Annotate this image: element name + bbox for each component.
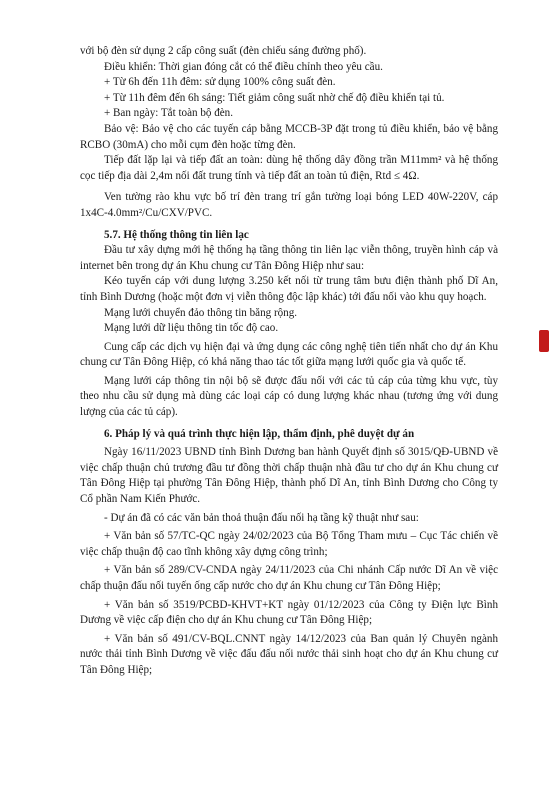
paragraph: + Văn bản số 57/TC-QC ngày 24/02/2023 của Bộ Tổng Tham mưu – Cục Tác chiến về việc chấp thuận độ cao tĩnh không xây dựng công trình; (80, 530, 498, 558)
section-heading: 5.7. Hệ thống thông tin liên lạc (104, 228, 249, 241)
paragraph: Ngày 16/11/2023 UBND tỉnh Bình Dương ban hành Quyết định số 3015/QĐ-UBND về việc chấp thuận chủ trương đầu tư đồng thời chấp thuận nhà đầu tư cho dự án Khu chung cư Tân Đông Hiệp tại phường Tân Đông Hiệp, thành phố Dĩ An, tỉnh Bình Dương cho Công ty Cổ phần Nam Kiến Phước. (80, 446, 498, 506)
paragraph: với bộ đèn sử dụng 2 cấp công suất (đèn chiếu sáng đường phố). (80, 45, 367, 57)
page-edge-stamp-mark (539, 330, 549, 352)
paragraph: + Văn bản số 289/CV-CNDA ngày 24/11/2023 của Chi nhánh Cấp nước Dĩ An về việc chấp thuận đấu nối tuyến ống cấp nước cho dự án Khu chung cư Tân Đông Hiệp; (80, 564, 498, 592)
section-heading: 6. Pháp lý và quá trình thực hiện lập, thẩm định, phê duyệt dự án (104, 427, 415, 440)
paragraph: Kéo tuyến cáp với dung lượng 3.250 kết nối từ trung tâm bưu điện thành phố Dĩ An, tỉnh Bình Dương (hoặc một đơn vị viễn thông độc lập khác) tới đấu nối vào khu quy hoạch. (80, 275, 498, 303)
paragraph: Mạng lưới cáp thông tin nội bộ sẽ được đấu nối với các tủ cáp của từng khu vực, tùy theo nhu cầu sử dụng mà dùng các loại cáp có dung lượng khác nhau (tương ứng với dung lượng của các tủ cáp). (80, 374, 498, 419)
paragraph: Bảo vệ: Bảo vệ cho các tuyến cáp bằng MCCB-3P đặt trong tủ điều khiển, bảo vệ bằng RCBO (30mA) cho mỗi cụm đèn hoặc từng đèn. (80, 122, 498, 151)
paragraph: Điều khiển: Thời gian đóng cắt có thể điều chỉnh theo yêu cầu. (104, 60, 383, 73)
paragraph: Đầu tư xây dựng mới hệ thống hạ tầng thông tin liên lạc viễn thông, truyền hình cáp và internet bên trong dự án Khu chung cư Tân Đông Hiệp như sau: (80, 244, 498, 272)
paragraph: Cung cấp các dịch vụ hiện đại và ứng dụng các công nghệ tiên tiến nhất cho dự án Khu chung cư Tân Đông Hiệp, có khả năng thao tác tốt giữa mạng lưới quốc gia và quốc tế. (80, 340, 498, 369)
paragraph: Ven tường rào khu vực bố trí đèn trang trí gắn tường loại bóng LED 40W-220V, cáp 1x4C-4.0mm²/Cu/CXV/PVC. (80, 191, 498, 219)
paragraph: + Văn bản số 491/CV-BQL.CNNT ngày 14/12/2023 của Ban quản lý Chuyên ngành nước thải tỉnh Bình Dương về việc đấu đấu nối nước thải sinh hoạt cho dự án Khu chung cư Tân Đông Hiệp; (80, 632, 498, 676)
paragraph: + Từ 6h đến 11h đêm: sử dụng 100% công suất đèn. (104, 76, 336, 89)
paragraph: Tiếp đất lặp lại và tiếp đất an toàn: dùng hệ thống dây đồng trần M11mm² và hệ thống cọc tiếp địa dài 2,4m nối đất trung tính và tiếp đất an toàn tủ điện, Rtd ≤ 4Ω. (80, 154, 498, 182)
paragraph: - Dự án đã có các văn bản thoả thuận đấu nối hạ tầng kỹ thuật như sau: (104, 511, 419, 524)
paragraph: + Ban ngày: Tắt toàn bộ đèn. (104, 107, 233, 120)
paragraph: + Văn bản số 3519/PCBD-KHVT+KT ngày 01/12/2023 của Công ty Điện lực Bình Dương về việc cấp điện cho dự án Khu chung cư Tân Đông Hiệp; (80, 598, 498, 627)
paragraph: Mạng lưới dữ liệu thông tin tốc độ cao. (104, 322, 279, 335)
paragraph: Mạng lưới chuyển đảo thông tin băng rộng. (104, 306, 298, 319)
paragraph: + Từ 11h đêm đến 6h sáng: Tiết giảm công suất nhờ chế độ điều khiển tại tủ. (104, 91, 445, 104)
document-body (80, 44, 498, 679)
